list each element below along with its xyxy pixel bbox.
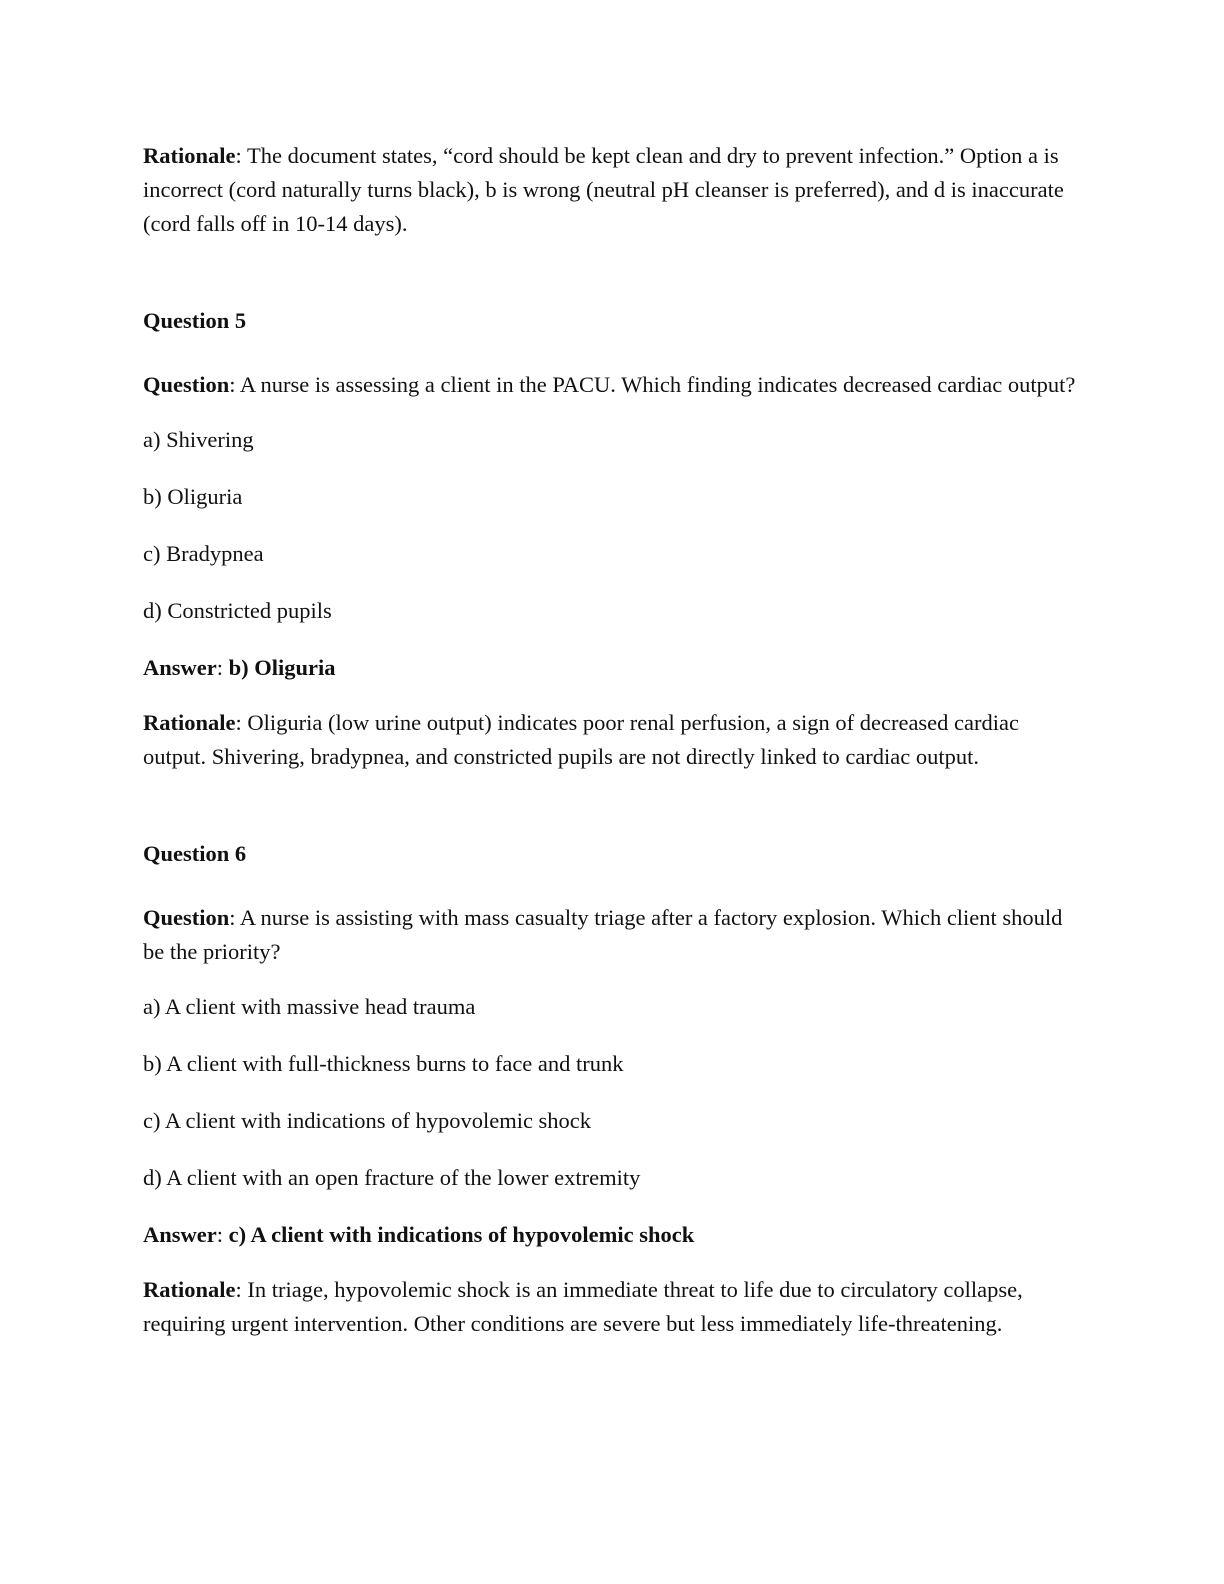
document-page bbox=[143, 139, 1083, 1341]
question-body: A nurse is assessing a client in the PACU. Which finding indicates decreased cardiac output? bbox=[239, 372, 1076, 397]
question-label: Question bbox=[143, 905, 230, 930]
rationale-text: The document states, “cord should be kept clean and dry to prevent infection.” Option a is incorrect (cord naturally turns black), b is wrong (neutral pH cleanser is preferred), and d is inaccurate (cord falls off in 10-14 days). bbox=[143, 143, 1064, 236]
question-block-5 bbox=[143, 304, 1083, 774]
option-d: d) Constricted pupils bbox=[143, 598, 332, 623]
option-a: a) Shivering bbox=[143, 427, 254, 452]
answer-value: b) Oliguria bbox=[228, 655, 336, 680]
option-c: c) Bradypnea bbox=[143, 541, 264, 566]
answer-line: Answer: c) A client with indications of hypovolemic shock bbox=[143, 1222, 695, 1247]
question-label: Question bbox=[143, 372, 230, 397]
rationale-label: Rationale bbox=[143, 1277, 236, 1302]
option-a: a) A client with massive head trauma bbox=[143, 994, 476, 1019]
question-text: Question: A nurse is assessing a client in the PACU. Which finding indicates decreased cardiac output? bbox=[143, 372, 1076, 397]
option-d: d) A client with an open fracture of the lower extremity bbox=[143, 1165, 641, 1190]
answer-label: Answer bbox=[143, 1222, 217, 1247]
question-heading: Question 6 bbox=[143, 841, 247, 866]
rationale-text: In triage, hypovolemic shock is an immediate threat to life due to circulatory collapse, requiring urgent intervention. Other conditions are severe but less immediately life-threatening. bbox=[143, 1277, 1023, 1336]
rationale-line: Rationale: In triage, hypovolemic shock is an immediate threat to life due to circulatory collapse, requiring urgent intervention. Other conditions are severe but less immediately life-threatening. bbox=[143, 1277, 1023, 1336]
answer-line: Answer: b) Oliguria bbox=[143, 655, 336, 680]
answer-label: Answer bbox=[143, 655, 217, 680]
rationale-question-4: Rationale: The document states, “cord should be kept clean and dry to prevent infection.” Option a is incorrect (cord naturally turns black), b is wrong (neutral pH cleanser is preferred), and d is inaccurate (cord falls off in 10-14 days). bbox=[143, 143, 1064, 236]
question-text: Question: A nurse is assisting with mass casualty triage after a factory explosion. Which client should be the priority? bbox=[143, 905, 1063, 964]
rationale-label: Rationale bbox=[143, 710, 236, 735]
rationale-line: Rationale: Oliguria (low urine output) indicates poor renal perfusion, a sign of decreased cardiac output. Shivering, bradypnea, and constricted pupils are not directly linked to cardiac output. bbox=[143, 710, 1019, 769]
option-b: b) Oliguria bbox=[143, 484, 243, 509]
question-block-6 bbox=[143, 837, 1083, 1341]
answer-value: c) A client with indications of hypovolemic shock bbox=[228, 1222, 695, 1247]
option-c: c) A client with indications of hypovolemic shock bbox=[143, 1108, 592, 1133]
question-body: A nurse is assisting with mass casualty triage after a factory explosion. Which client should be the priority? bbox=[143, 905, 1063, 964]
question-heading: Question 5 bbox=[143, 308, 247, 333]
rationale-label: Rationale bbox=[143, 143, 236, 168]
option-b: b) A client with full-thickness burns to face and trunk bbox=[143, 1051, 624, 1076]
rationale-text: Oliguria (low urine output) indicates poor renal perfusion, a sign of decreased cardiac output. Shivering, bradypnea, and constricted pupils are not directly linked to cardiac output. bbox=[143, 710, 1019, 769]
